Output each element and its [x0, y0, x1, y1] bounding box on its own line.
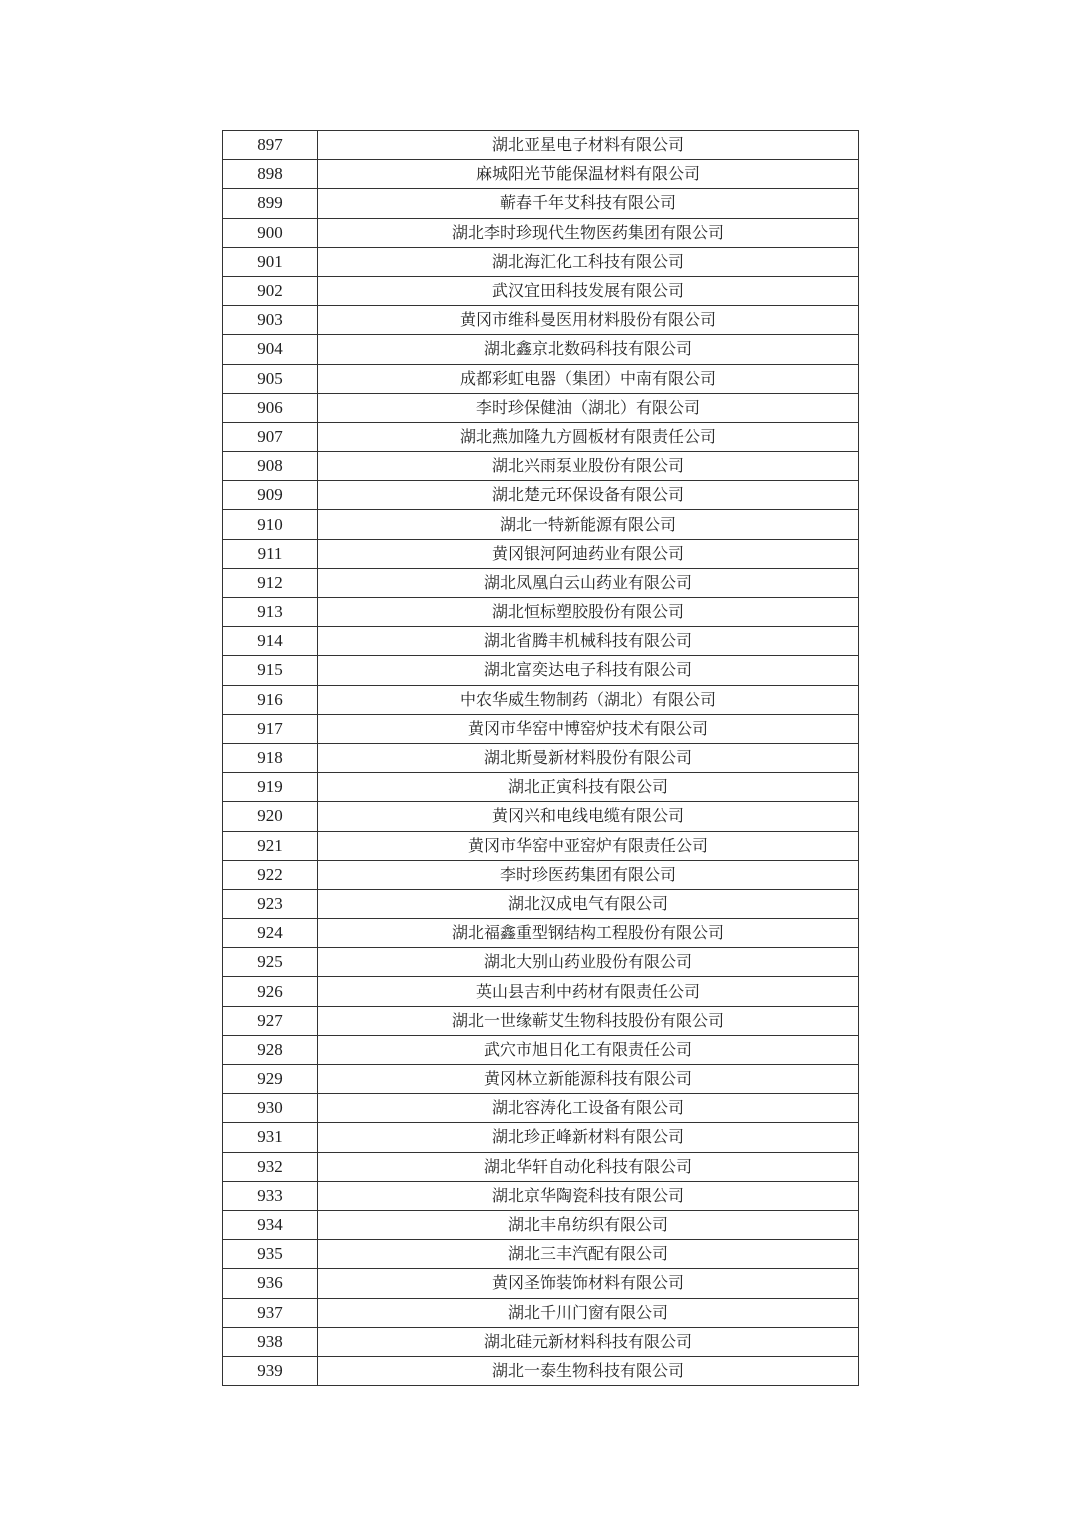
- table-row: [223, 714, 859, 743]
- row-number: 916: [223, 685, 318, 714]
- row-number: 930: [223, 1094, 318, 1123]
- company-name: 黄冈市华窑中亚窑炉有限责任公司: [318, 831, 859, 860]
- table-row: [223, 773, 859, 802]
- company-name: 湖北华轩自动化科技有限公司: [318, 1152, 859, 1181]
- company-name: 麻城阳光节能保温材料有限公司: [318, 160, 859, 189]
- row-number: 905: [223, 364, 318, 393]
- row-number: 914: [223, 627, 318, 656]
- company-name: 武穴市旭日化工有限责任公司: [318, 1035, 859, 1064]
- row-number: 926: [223, 977, 318, 1006]
- row-number: 939: [223, 1356, 318, 1385]
- row-number: 903: [223, 306, 318, 335]
- company-name: 湖北李时珍现代生物医药集团有限公司: [318, 218, 859, 247]
- company-name: 湖北一特新能源有限公司: [318, 510, 859, 539]
- company-name: 黄冈市华窑中博窑炉技术有限公司: [318, 714, 859, 743]
- table-row: [223, 1094, 859, 1123]
- row-number: 898: [223, 160, 318, 189]
- row-number: 918: [223, 743, 318, 772]
- company-name: 湖北硅元新材料科技有限公司: [318, 1327, 859, 1356]
- company-name: 英山县吉利中药材有限责任公司: [318, 977, 859, 1006]
- company-name: 中农华威生物制药（湖北）有限公司: [318, 685, 859, 714]
- table-row: [223, 189, 859, 218]
- row-number: 907: [223, 422, 318, 451]
- company-name: 湖北三丰汽配有限公司: [318, 1240, 859, 1269]
- company-name: 湖北京华陶瓷科技有限公司: [318, 1181, 859, 1210]
- table-row: [223, 1123, 859, 1152]
- row-number: 933: [223, 1181, 318, 1210]
- row-number: 899: [223, 189, 318, 218]
- company-name: 李时珍保健油（湖北）有限公司: [318, 393, 859, 422]
- company-name: 湖北燕加隆九方圆板材有限责任公司: [318, 422, 859, 451]
- table-row: [223, 422, 859, 451]
- row-number: 936: [223, 1269, 318, 1298]
- company-name: 蕲春千年艾科技有限公司: [318, 189, 859, 218]
- company-name: 湖北省腾丰机械科技有限公司: [318, 627, 859, 656]
- table-row: [223, 831, 859, 860]
- company-name: 湖北兴雨泵业股份有限公司: [318, 452, 859, 481]
- row-number: 925: [223, 948, 318, 977]
- row-number: 932: [223, 1152, 318, 1181]
- company-name: 湖北福鑫重型钢结构工程股份有限公司: [318, 919, 859, 948]
- row-number: 910: [223, 510, 318, 539]
- company-name: 湖北丰帛纺织有限公司: [318, 1210, 859, 1239]
- company-name: 黄冈银河阿迪药业有限公司: [318, 539, 859, 568]
- company-name: 湖北一泰生物科技有限公司: [318, 1356, 859, 1385]
- table-row: [223, 1065, 859, 1094]
- table-body: [223, 131, 859, 1386]
- company-name: 湖北正寅科技有限公司: [318, 773, 859, 802]
- row-number: 923: [223, 889, 318, 918]
- table-row: [223, 743, 859, 772]
- row-number: 935: [223, 1240, 318, 1269]
- company-name: 武汉宜田科技发展有限公司: [318, 276, 859, 305]
- table-row: [223, 1035, 859, 1064]
- row-number: 900: [223, 218, 318, 247]
- row-number: 917: [223, 714, 318, 743]
- row-number: 913: [223, 598, 318, 627]
- row-number: 928: [223, 1035, 318, 1064]
- table-row: [223, 598, 859, 627]
- table-row: [223, 1210, 859, 1239]
- row-number: 909: [223, 481, 318, 510]
- company-name: 黄冈林立新能源科技有限公司: [318, 1065, 859, 1094]
- row-number: 906: [223, 393, 318, 422]
- row-number: 938: [223, 1327, 318, 1356]
- company-name: 湖北一世缘蕲艾生物科技股份有限公司: [318, 1006, 859, 1035]
- company-list-table: [222, 130, 859, 1386]
- row-number: 920: [223, 802, 318, 831]
- row-number: 901: [223, 247, 318, 276]
- table-row: [223, 568, 859, 597]
- table-row: [223, 247, 859, 276]
- company-name: 湖北鑫京北数码科技有限公司: [318, 335, 859, 364]
- company-name: 湖北富奕达电子科技有限公司: [318, 656, 859, 685]
- table-row: [223, 1269, 859, 1298]
- row-number: 897: [223, 131, 318, 160]
- table-row: [223, 1298, 859, 1327]
- company-name: 湖北大别山药业股份有限公司: [318, 948, 859, 977]
- table-row: [223, 685, 859, 714]
- table-row: [223, 452, 859, 481]
- table-row: [223, 656, 859, 685]
- table-row: [223, 510, 859, 539]
- row-number: 929: [223, 1065, 318, 1094]
- company-name: 成都彩虹电器（集团）中南有限公司: [318, 364, 859, 393]
- table-row: [223, 539, 859, 568]
- row-number: 921: [223, 831, 318, 860]
- table-row: [223, 627, 859, 656]
- table-row: [223, 306, 859, 335]
- table-row: [223, 1152, 859, 1181]
- company-name: 湖北汉成电气有限公司: [318, 889, 859, 918]
- company-name: 湖北千川门窗有限公司: [318, 1298, 859, 1327]
- company-name: 湖北亚星电子材料有限公司: [318, 131, 859, 160]
- row-number: 904: [223, 335, 318, 364]
- row-number: 937: [223, 1298, 318, 1327]
- table-row: [223, 919, 859, 948]
- row-number: 915: [223, 656, 318, 685]
- row-number: 931: [223, 1123, 318, 1152]
- table-row: [223, 1240, 859, 1269]
- company-name: 湖北斯曼新材料股份有限公司: [318, 743, 859, 772]
- company-name: 湖北海汇化工科技有限公司: [318, 247, 859, 276]
- table-row: [223, 860, 859, 889]
- row-number: 912: [223, 568, 318, 597]
- table-row: [223, 1006, 859, 1035]
- table-row: [223, 889, 859, 918]
- company-name: 李时珍医药集团有限公司: [318, 860, 859, 889]
- row-number: 927: [223, 1006, 318, 1035]
- company-name: 湖北楚元环保设备有限公司: [318, 481, 859, 510]
- table-row: [223, 393, 859, 422]
- table-row: [223, 481, 859, 510]
- table-row: [223, 948, 859, 977]
- row-number: 908: [223, 452, 318, 481]
- table-row: [223, 364, 859, 393]
- company-name: 湖北珍正峰新材料有限公司: [318, 1123, 859, 1152]
- table-row: [223, 977, 859, 1006]
- table-row: [223, 1181, 859, 1210]
- company-name: 黄冈圣饰装饰材料有限公司: [318, 1269, 859, 1298]
- table-row: [223, 218, 859, 247]
- table-row: [223, 131, 859, 160]
- company-name: 黄冈市维科曼医用材料股份有限公司: [318, 306, 859, 335]
- company-name: 湖北凤凰白云山药业有限公司: [318, 568, 859, 597]
- table-row: [223, 160, 859, 189]
- company-name: 黄冈兴和电线电缆有限公司: [318, 802, 859, 831]
- table-row: [223, 1327, 859, 1356]
- row-number: 911: [223, 539, 318, 568]
- table-row: [223, 335, 859, 364]
- row-number: 902: [223, 276, 318, 305]
- row-number: 934: [223, 1210, 318, 1239]
- row-number: 922: [223, 860, 318, 889]
- table-row: [223, 802, 859, 831]
- table-row: [223, 1356, 859, 1385]
- table-row: [223, 276, 859, 305]
- row-number: 919: [223, 773, 318, 802]
- company-name: 湖北恒标塑胶股份有限公司: [318, 598, 859, 627]
- company-name: 湖北容涛化工设备有限公司: [318, 1094, 859, 1123]
- row-number: 924: [223, 919, 318, 948]
